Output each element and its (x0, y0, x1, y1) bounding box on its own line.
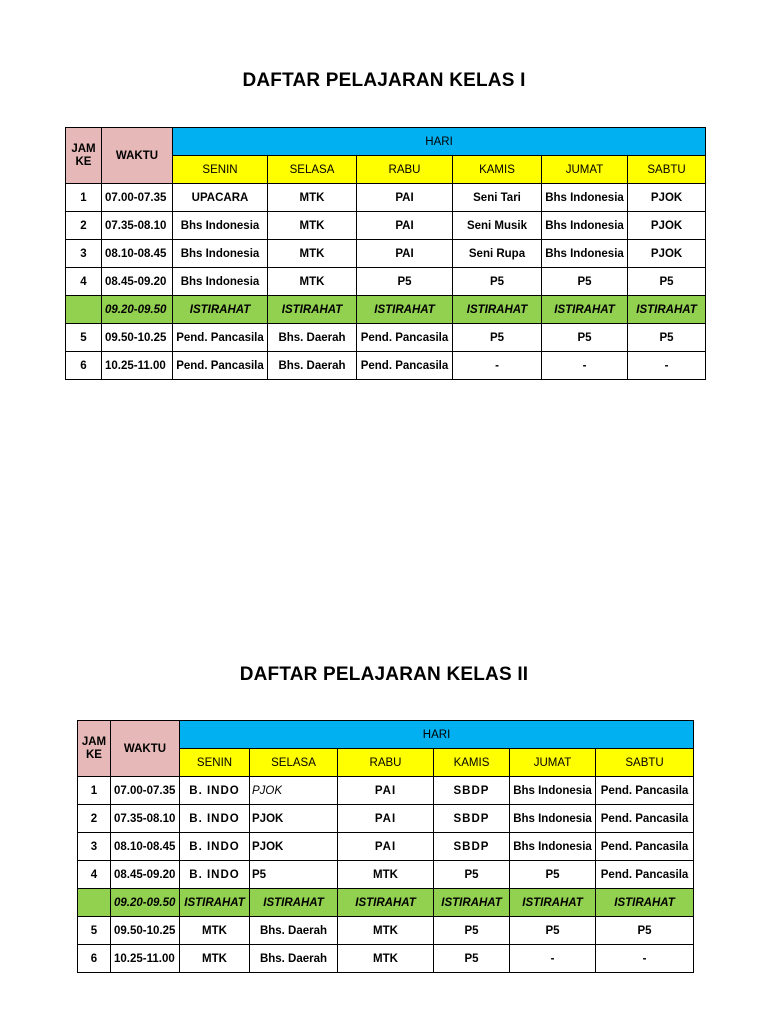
subject-cell: P5 (510, 917, 596, 945)
jam-ke-header: JAM KE (78, 721, 111, 777)
subject-cell: MTK (338, 861, 434, 889)
jam-ke-header: JAM KE (66, 128, 102, 184)
jam-ke-cell: 2 (66, 212, 102, 240)
subject-cell: MTK (268, 268, 357, 296)
subject-cell: Bhs Indonesia (510, 777, 596, 805)
kelas2-body (78, 777, 694, 973)
subject-cell: Bhs Indonesia (173, 268, 268, 296)
day-header: KAMIS (453, 156, 542, 184)
subject-cell: Bhs. Daerah (250, 917, 338, 945)
table-row (66, 352, 706, 380)
table-row (66, 184, 706, 212)
subject-cell: - (596, 945, 694, 973)
jam-ke-cell: 6 (78, 945, 111, 973)
subject-cell: PJOK (250, 805, 338, 833)
subject-cell: ISTIRAHAT (542, 296, 628, 324)
subject-cell: Bhs Indonesia (542, 240, 628, 268)
subject-cell: B. INDO (180, 861, 250, 889)
kelas1-title: DAFTAR PELAJARAN KELAS I (242, 70, 526, 91)
subject-cell: P5 (250, 861, 338, 889)
subject-cell: MTK (268, 212, 357, 240)
subject-cell: PAI (357, 212, 453, 240)
jam-ke-cell: 3 (78, 833, 111, 861)
waktu-cell: 08.45-09.20 (111, 861, 180, 889)
subject-cell: P5 (542, 324, 628, 352)
subject-cell: Bhs. Daerah (268, 352, 357, 380)
jam-ke-cell: 3 (66, 240, 102, 268)
subject-cell: SBDP (434, 805, 510, 833)
subject-cell: Pend. Pancasila (173, 324, 268, 352)
subject-cell: MTK (338, 945, 434, 973)
subject-cell: Bhs Indonesia (173, 212, 268, 240)
day-header: RABU (338, 749, 434, 777)
waktu-cell: 07.35-08.10 (111, 805, 180, 833)
subject-cell: MTK (268, 240, 357, 268)
subject-cell: ISTIRAHAT (628, 296, 706, 324)
subject-cell: Bhs Indonesia (542, 212, 628, 240)
subject-cell: ISTIRAHAT (357, 296, 453, 324)
subject-cell: Pend. Pancasila (357, 352, 453, 380)
jam-ke-cell (66, 296, 102, 324)
table-row (66, 268, 706, 296)
subject-cell: PJOK (628, 240, 706, 268)
waktu-cell: 08.10-08.45 (102, 240, 173, 268)
subject-cell: P5 (434, 861, 510, 889)
table-row (78, 833, 694, 861)
break-row (66, 296, 706, 324)
day-header: SELASA (268, 156, 357, 184)
jam-ke-cell: 5 (66, 324, 102, 352)
waktu-cell: 07.35-08.10 (102, 212, 173, 240)
hari-header: HARI (180, 721, 694, 749)
kelas1-schedule-table (65, 127, 706, 380)
jam-ke-cell: 5 (78, 917, 111, 945)
subject-cell: PJOK (628, 184, 706, 212)
subject-cell: P5 (434, 917, 510, 945)
subject-cell: ISTIRAHAT (173, 296, 268, 324)
subject-cell: PAI (338, 833, 434, 861)
subject-cell: Bhs. Daerah (250, 945, 338, 973)
subject-cell: PJOK (250, 777, 338, 805)
subject-cell: Bhs. Daerah (268, 324, 357, 352)
subject-cell: PAI (338, 805, 434, 833)
subject-cell: Bhs Indonesia (542, 184, 628, 212)
day-header: JUMAT (510, 749, 596, 777)
subject-cell: P5 (628, 268, 706, 296)
waktu-cell: 08.10-08.45 (111, 833, 180, 861)
subject-cell: ISTIRAHAT (180, 889, 250, 917)
waktu-header: WAKTU (102, 128, 173, 184)
subject-cell: Pend. Pancasila (357, 324, 453, 352)
subject-cell: SBDP (434, 833, 510, 861)
subject-cell: UPACARA (173, 184, 268, 212)
subject-cell: MTK (338, 917, 434, 945)
subject-cell: ISTIRAHAT (268, 296, 357, 324)
subject-cell: P5 (453, 268, 542, 296)
subject-cell: Pend. Pancasila (173, 352, 268, 380)
subject-cell: MTK (180, 945, 250, 973)
subject-cell: ISTIRAHAT (338, 889, 434, 917)
waktu-header: WAKTU (111, 721, 180, 777)
waktu-cell: 07.00-07.35 (102, 184, 173, 212)
subject-cell: PJOK (250, 833, 338, 861)
subject-cell: PAI (338, 777, 434, 805)
jam-ke-cell: 4 (66, 268, 102, 296)
table-row (78, 917, 694, 945)
subject-cell: ISTIRAHAT (596, 889, 694, 917)
table-row (78, 777, 694, 805)
kelas2-schedule-table (77, 720, 694, 973)
subject-cell: P5 (357, 268, 453, 296)
hari-header: HARI (173, 128, 706, 156)
break-row (78, 889, 694, 917)
subject-cell: Pend. Pancasila (596, 777, 694, 805)
waktu-cell: 10.25-11.00 (111, 945, 180, 973)
subject-cell: Pend. Pancasila (596, 805, 694, 833)
subject-cell: Pend. Pancasila (596, 833, 694, 861)
day-header: SENIN (180, 749, 250, 777)
day-header: KAMIS (434, 749, 510, 777)
jam-ke-cell: 1 (66, 184, 102, 212)
jam-ke-cell: 4 (78, 861, 111, 889)
subject-cell: P5 (542, 268, 628, 296)
day-header: SENIN (173, 156, 268, 184)
header-row (78, 721, 694, 749)
subject-cell: P5 (596, 917, 694, 945)
subject-cell: PAI (357, 184, 453, 212)
waktu-cell: 10.25-11.00 (102, 352, 173, 380)
kelas2-title: DAFTAR PELAJARAN KELAS II (239, 664, 529, 685)
subject-cell: Bhs Indonesia (510, 805, 596, 833)
jam-ke-cell: 2 (78, 805, 111, 833)
day-header: SABTU (596, 749, 694, 777)
header-row (66, 128, 706, 156)
jam-ke-cell: 1 (78, 777, 111, 805)
subject-cell: Seni Musik (453, 212, 542, 240)
subject-cell: P5 (510, 861, 596, 889)
day-header: SABTU (628, 156, 706, 184)
table-row (66, 240, 706, 268)
jam-ke-cell: 6 (66, 352, 102, 380)
table-row (78, 805, 694, 833)
subject-cell: P5 (453, 324, 542, 352)
table-row (66, 324, 706, 352)
kelas1-body (66, 184, 706, 380)
waktu-cell: 09.20-09.50 (102, 296, 173, 324)
subject-cell: SBDP (434, 777, 510, 805)
subject-cell: P5 (434, 945, 510, 973)
subject-cell: ISTIRAHAT (453, 296, 542, 324)
waktu-cell: 07.00-07.35 (111, 777, 180, 805)
table-row (78, 945, 694, 973)
subject-cell: Bhs Indonesia (173, 240, 268, 268)
table-row (66, 212, 706, 240)
subject-cell: Bhs Indonesia (510, 833, 596, 861)
jam-ke-cell (78, 889, 111, 917)
day-header: JUMAT (542, 156, 628, 184)
subject-cell: - (628, 352, 706, 380)
subject-cell: B. INDO (180, 833, 250, 861)
subject-cell: ISTIRAHAT (510, 889, 596, 917)
subject-cell: PJOK (628, 212, 706, 240)
subject-cell: MTK (180, 917, 250, 945)
waktu-cell: 09.20-09.50 (111, 889, 180, 917)
subject-cell: MTK (268, 184, 357, 212)
day-header: SELASA (250, 749, 338, 777)
subject-cell: - (542, 352, 628, 380)
subject-cell: B. INDO (180, 777, 250, 805)
day-header: RABU (357, 156, 453, 184)
subject-cell: ISTIRAHAT (250, 889, 338, 917)
subject-cell: P5 (628, 324, 706, 352)
subject-cell: Pend. Pancasila (596, 861, 694, 889)
waktu-cell: 09.50-10.25 (102, 324, 173, 352)
subject-cell: B. INDO (180, 805, 250, 833)
subject-cell: Seni Tari (453, 184, 542, 212)
subject-cell: - (453, 352, 542, 380)
table-row (78, 861, 694, 889)
subject-cell: PAI (357, 240, 453, 268)
subject-cell: ISTIRAHAT (434, 889, 510, 917)
waktu-cell: 09.50-10.25 (111, 917, 180, 945)
waktu-cell: 08.45-09.20 (102, 268, 173, 296)
subject-cell: Seni Rupa (453, 240, 542, 268)
subject-cell: - (510, 945, 596, 973)
